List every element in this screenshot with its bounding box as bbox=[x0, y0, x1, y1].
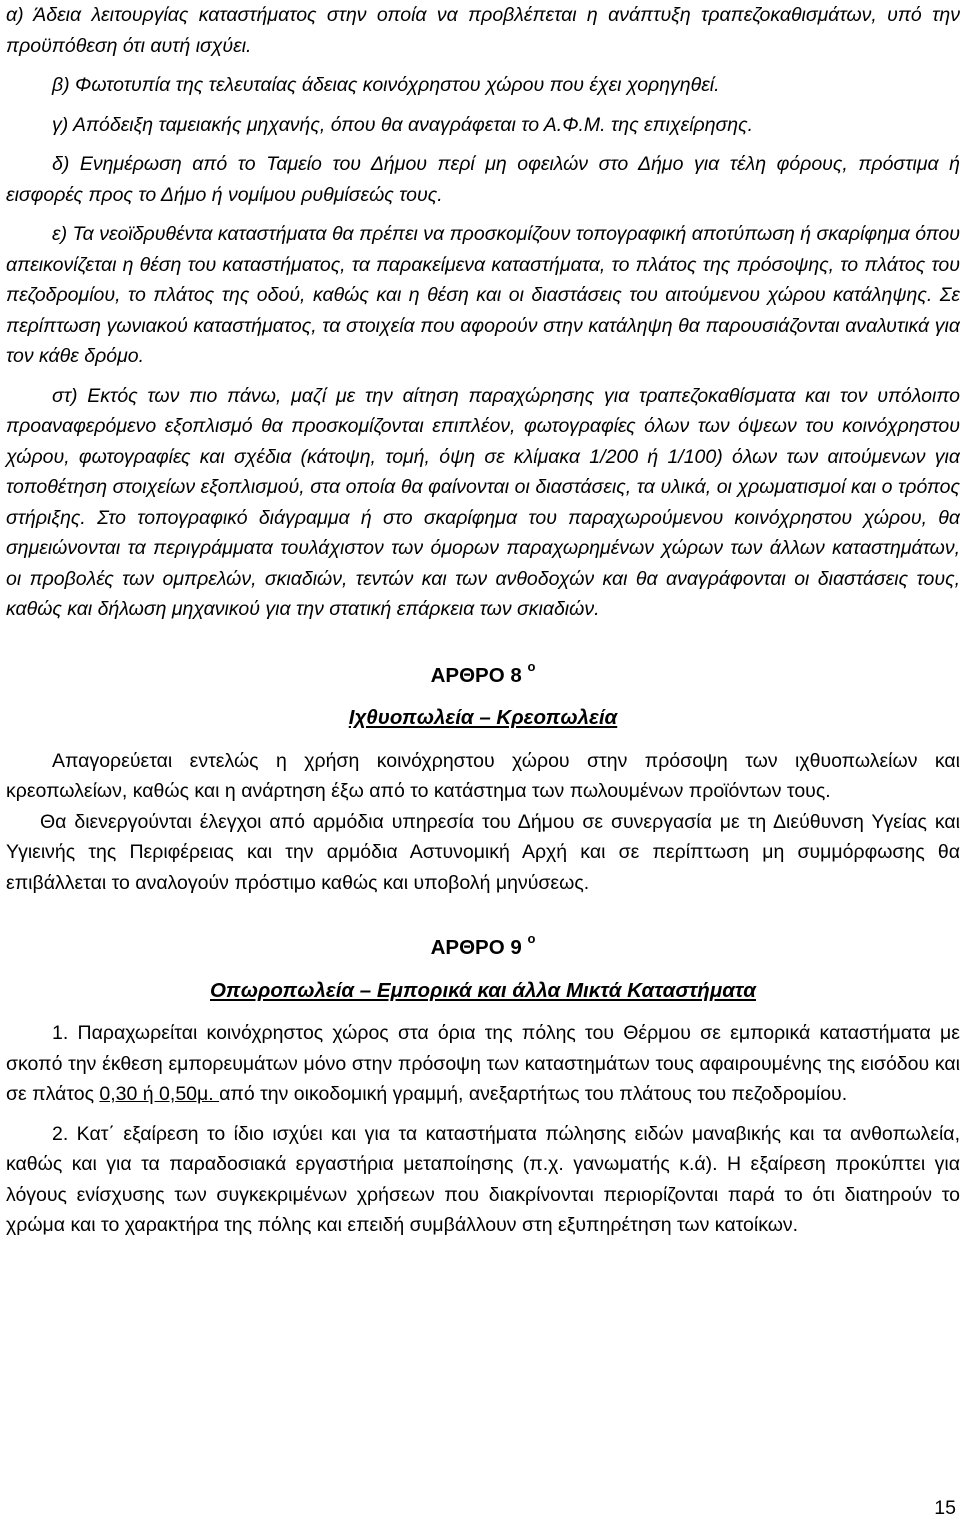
article-9-heading bbox=[6, 933, 960, 964]
article-9-ordinal: ο bbox=[527, 931, 536, 947]
page-number: 15 bbox=[934, 1497, 956, 1519]
article-9-p1-text-end: από την οικοδομική γραμμή, ανεξαρτήτως του πλάτους του πεζοδρομίου. bbox=[219, 1083, 848, 1105]
item-st-part2: Στο τοπογραφικό διάγραμμα ή στο σκαρίφημα του παραχωρούμενου κοινόχρηστου χώρου, θα σημειώνονται τα περιγράμματα τουλάχιστον των όμορων παραχωρημένων χώρων των άλλων καταστημάτων, οι προβολές των ομπρελών, σκιαδιών, τεντών και των ανθοδοχών και θα αναγράφονται οι διαστάσεις τους, καθώς και δήλωση μηχανικού για την στατική επάρκεια των σκιαδιών. bbox=[6, 506, 960, 620]
article-9-paragraph-1 bbox=[6, 1018, 960, 1110]
article-8-title: ΑΡΘΡΟ 8 bbox=[430, 663, 522, 687]
document-page bbox=[6, 0, 960, 1241]
item-st bbox=[6, 381, 960, 625]
article-9-subtitle: Οπωροπωλεία – Εμπορικά και άλλα Μικτά Καταστήματα bbox=[209, 978, 756, 1002]
item-e bbox=[6, 219, 960, 372]
article-8-paragraph-1: Απαγορεύεται εντελώς η χρήση κοινόχρηστου χώρου στην πρόσοψη των ιχθυοπωλείων και κρεοπωλείων, καθώς και η ανάρτηση έξω από το κατάστημα των πωλουμένων προϊόντων τους. bbox=[6, 749, 960, 802]
article-9-p1-width: 0,30 ή 0,50μ. bbox=[99, 1083, 220, 1105]
article-8-subtitle: Ιχθυοπωλεία – Κρεοπωλεία bbox=[348, 706, 618, 729]
article-9-paragraph-2: 2. Κατ΄ εξαίρεση το ίδιο ισχύει και για τα καταστήματα πώλησης ειδών μαναβικής και τα ανθοπωλεία, καθώς και για τα παραδοσιακά εργαστήρια μεταποίησης (π.χ. γανωματής κ.ά). Η εξαίρεση προκύπτει για λόγους ενίσχυσης των συγκεκριμένων χρήσεων που διακρίνονται περιορίζονται παρά το ότι διατηρούν το χρώμα και το χαρακτήρα της πόλης και επειδή συμβάλλουν στη εξυπηρέτηση των κατοίκων. bbox=[6, 1122, 960, 1236]
article-8-ordinal: ο bbox=[527, 658, 536, 674]
article-9-p1-text: 1. Παραχωρείται κοινόχρηστος χώρος στα όρια της πόλης του Θέρμου σε εμπορικά καταστήματα με σκοπό την έκθεση εμπορευμάτων μόνο στην πρόσοψη των καταστημάτων τους αφαιρουμένης της εισόδου και σε πλάτος bbox=[6, 1022, 960, 1105]
item-st-part1: στ) Εκτός των πιο πάνω, μαζί με την αίτηση παραχώρησης για τραπεζοκαθίσματα και τον υπόλοιπο προαναφερόμενο εξοπλισμό θα προσκομίζονται επιπλέον, φωτογραφίες όλων των όψεων του κοινόχρηστου χώρου, φωτογραφίες και σχέδια (κάτοψη, τομή, όψη σε κλίμακα 1/200 ή 1/100) όλων των αιτούμενων για τοποθέτηση στοιχείων εξοπλισμού, στα οποία θα φαίνονται οι διαστάσεις, τα υλικά, οι χρωματισμοί και ο τρόπος στήριξης. bbox=[6, 384, 960, 529]
item-b: β) Φωτοτυπία της τελευταίας άδειας κοινόχρηστου χώρου που έχει χορηγηθεί. bbox=[52, 74, 720, 96]
item-e-part1: ε) Τα νεοϊδρυθέντα καταστήματα θα πρέπει να προσκομίζουν τοπογραφική αποτύπωση ή σκαρίφημα όπου απεικονίζεται η θέση του καταστήματος, τα παρακείμενα καταστήματα, το πλάτος της πρόσοψης, το πλάτος του πεζοδρομίου, το πλάτος της οδού, καθώς και η θέση και οι διαστάσεις του αιτούμενου χώρου κατάληψης. bbox=[6, 223, 960, 306]
item-e-part2: Σε περίπτωση γωνιακού καταστήματος, τα στοιχεία που αφορούν στην κατάληψη θα παρουσιάζονται αναλυτικά για τον κάθε δρόμο. bbox=[6, 284, 960, 367]
article-8-heading bbox=[6, 658, 960, 692]
article-8-paragraph-2: Θα διενεργούνται έλεγχοι από αρμόδια υπηρεσία του Δήμου σε συνεργασία με τη Διεύθυνση Υγείας και Υγιεινής της Περιφέρειας και την αρμόδια Αστυνομική Αρχή και σε περίπτωση μη συμμόρφωσης θα επιβάλλεται το αναλογούν πρόστιμο καθώς και υποβολή μηνύσεως. bbox=[6, 810, 960, 894]
item-a: α) Άδεια λειτουργίας καταστήματος στην οποία να προβλέπεται η ανάπτυξη τραπεζοκαθισμάτων, υπό την προϋπόθεση ότι αυτή ισχύει. bbox=[6, 4, 960, 57]
item-d: δ) Ενημέρωση από το Ταμείο του Δήμου περί μη οφειλών στο Δήμο για τέλη φόρους, πρόστιμα ή εισφορές προς το Δήμο ή νομίμου ρυθμίσεώς τους. bbox=[6, 153, 960, 206]
article-9-title: ΑΡΘΡΟ 9 bbox=[430, 936, 522, 959]
item-c: γ) Απόδειξη ταμειακής μηχανής, όπου θα αναγράφεται το Α.Φ.Μ. της επιχείρησης. bbox=[52, 113, 754, 136]
